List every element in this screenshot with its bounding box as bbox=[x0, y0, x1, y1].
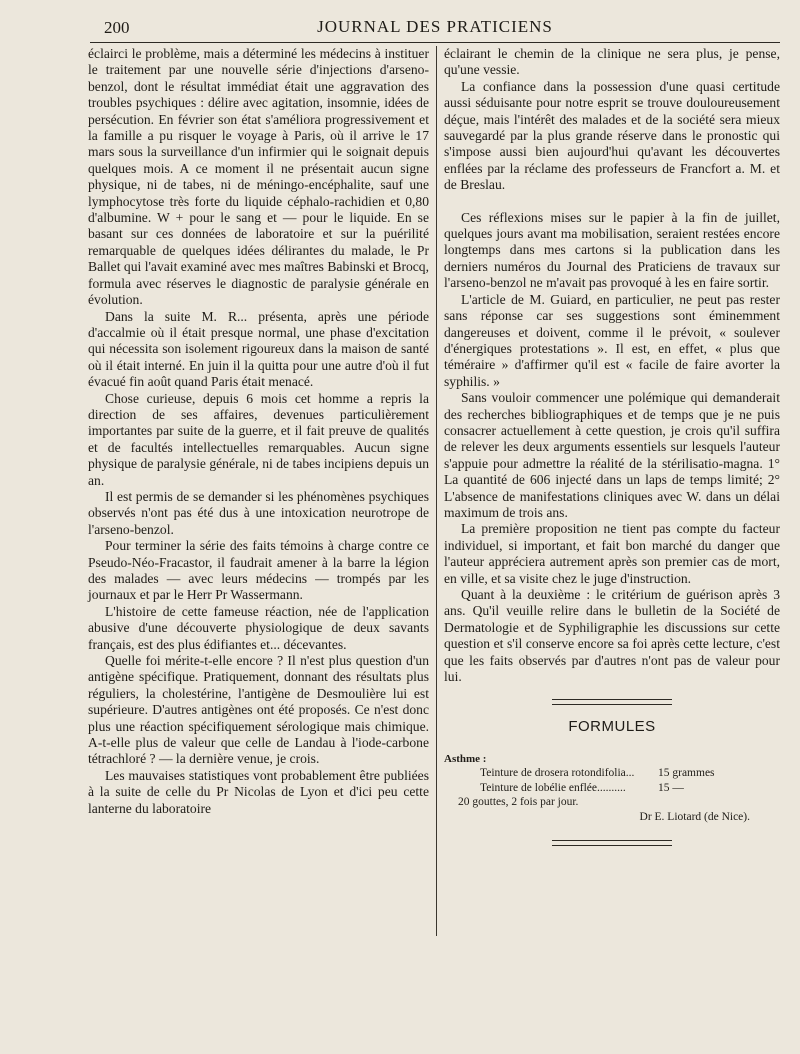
paragraph: L'article de M. Guiard, en particulier, ne peut pas rester sans réponse car ses suggestions sont éminemment dangereuses et doivent, comme il le prévoit, « soulever d'énergiques protestations ». Il est, en effet, « plus que téméraire » d'affirmer qu'il est « facile de faire avorter la syphilis. » bbox=[444, 291, 780, 389]
page-header bbox=[90, 14, 780, 42]
paragraph: éclairci le problème, mais a déterminé les médecins à instituer le traitement par une nouvelle série d'injections d'arseno-benzol, dont le résultat immédiat était une aggravation des troubles psychiques : délire avec agitation, insomnie, idées de persécution. En février son état s'améliora progressivement et la famille a pu risquer le voyage à Paris, où il arrive le 17 mars sous la surveillance d'un infirmier qui le soignait depuis quelques mois. A ce moment il ne présentait aucun signe physique, ni de tabes, ni de méningo-encéphalite, sauf une lymphocytose très forte du liquide céphalo-rachidien et 0,80 d'albumine. W + pour le sang et — pour le liquide. En se basant sur ces données de laboratoire et sur la puérilité remarquable de quelques idées délirantes du malade, le Pr Ballet qui l'avait examiné avec mes maîtres Babinski et Brocq, formula avec réserves le diagnostic de paralysie générale en évolution. bbox=[88, 46, 429, 308]
left-column bbox=[88, 46, 429, 817]
formules-title: FORMULES bbox=[568, 718, 656, 736]
ingredient-qty: 15 — bbox=[658, 781, 684, 794]
ingredient-name: Teinture de lobélie enflée.......... bbox=[480, 781, 626, 794]
paragraph: Ces réflexions mises sur le papier à la fin de juillet, quelques jours avant ma mobilisation, seraient restées encore longtemps dans mes cartons si la publication dans les derniers numéros du Journal des Praticiens de travaux sur l'arseno-benzol ne m'avait pas provoqué à les en faire sortir. bbox=[444, 209, 780, 291]
paragraph: Quelle foi mérite-t-elle encore ? Il n'est plus question d'un antigène spécifique. Pratiquement, donnant des résultats plus réguliers, la cholestérine, l'antigène de Desmoulière lui est supérieure. D'autres antigènes ont été proposés. Ce n'est donc plus une réaction spécifiquement sérologique mais chimique. A-t-elle plus de valeur que celle de Landau à l'iode-carbone tétrachloré ? — la dernière venue, je crois. bbox=[88, 653, 429, 767]
ingredient-qty: 15 grammes bbox=[658, 767, 715, 780]
section-double-rule-bottom bbox=[552, 840, 672, 846]
ingredient-row bbox=[444, 766, 780, 781]
paragraph: éclairant le chemin de la clinique ne sera plus, je pense, qu'une vessie. bbox=[444, 46, 780, 78]
right-column bbox=[444, 46, 780, 846]
ingredient-row bbox=[444, 781, 780, 796]
header-rule bbox=[90, 42, 780, 43]
section-gap bbox=[444, 194, 780, 210]
journal-title: JOURNAL DES PRATICIENS bbox=[317, 17, 553, 36]
formule-heading: Asthme : bbox=[444, 752, 487, 765]
paragraph: Dans la suite M. R... présenta, après une période d'accalmie où il était presque normal, une phase d'excitation qui nécessita son isolement rigoureux dans la maison de santé où il était interné. En juin il la quitta pour une autre d'où il fut évacué fin août quand Paris était menacé. bbox=[88, 308, 429, 390]
dosage: 20 gouttes, 2 fois par jour. bbox=[458, 796, 579, 809]
paragraph: Pour terminer la série des faits témoins à charge contre ce Pseudo-Néo-Fracastor, il faudrait amener à la barre la légion des malades — avec leurs médecins — trompés par les journaux et par le Herr Pr Wassermann. bbox=[88, 538, 429, 603]
signature: Dr E. Liotard (de Nice). bbox=[639, 810, 750, 823]
page-number: 200 bbox=[104, 18, 130, 37]
paragraph: Sans vouloir commencer une polémique qui demanderait des recherches bibliographiques et de temps que je ne puis consacrer actuellement à cette question, je crois qu'il suffira de relever les deux arguments essentiels sur lesquels l'auteur s'appuie pour admettre la réalité de la stérilisatio-magna. 1° La quantité de 606 injecté dans un laps de temps limité; 2° L'absence de manifestations cliniques avec W. dans un délai maximum de trois ans. bbox=[444, 390, 780, 520]
ingredient-name: Teinture de drosera rotondifolia... bbox=[480, 767, 635, 780]
paragraph: Les mauvaises statistiques vont probablement être publiées à la suite de celle du Pr Nicolas de Lyon et d'ici peu cette lanterne du laboratoire bbox=[88, 767, 429, 816]
formule-asthme bbox=[444, 752, 780, 825]
paragraph: La confiance dans la possession d'une quasi certitude aussi séduisante pour notre esprit se trouve douloureusement déçue, mais l'intérêt des malades et de la société sera mieux sauvegardé par la plus grande réserve dans le pronostic qui s'impose aussi bien aujourd'hui qu'avant les découvertes enflées par la réclame des professeurs de Francfort a. M. et de Breslau. bbox=[444, 78, 780, 193]
section-double-rule bbox=[552, 699, 672, 705]
paragraph: Chose curieuse, depuis 6 mois cet homme a repris la direction de ses affaires, devenues particulièrement importantes par suite de la guerre, et il fait preuve de qualités et de facultés intellectuelles remarquables. Aucun signe physique de paralysie générale, ni de tabes incipiens depuis un an. bbox=[88, 390, 429, 488]
paragraph: Il est permis de se demander si les phénomènes psychiques observés n'ont pas été dus à une intoxication neurotrope de l'arseno-benzol. bbox=[88, 488, 429, 537]
column-divider bbox=[436, 46, 437, 936]
paragraph: La première proposition ne tient pas compte du facteur individuel, si important, et fait bon marché du danger que l'auteur appréciera autrement après son premier cas de mort, en ville, et sa visite chez le juge d'instruction. bbox=[444, 521, 780, 586]
paragraph: L'histoire de cette fameuse réaction, née de l'application abusive d'une découverte physiologique de deux savants français, est des plus édifiantes et... décevantes. bbox=[88, 603, 429, 652]
paragraph: Quant à la deuxième : le critérium de guérison après 3 ans. Qu'il veuille relire dans le bulletin de la Société de Dermatologie et de Syphiligraphie les discussions sur cette question et s'il conserve encore sa foi après cette lecture, c'est que les faits observés par d'autres n'ont pas de valeur pour lui. bbox=[444, 587, 780, 685]
